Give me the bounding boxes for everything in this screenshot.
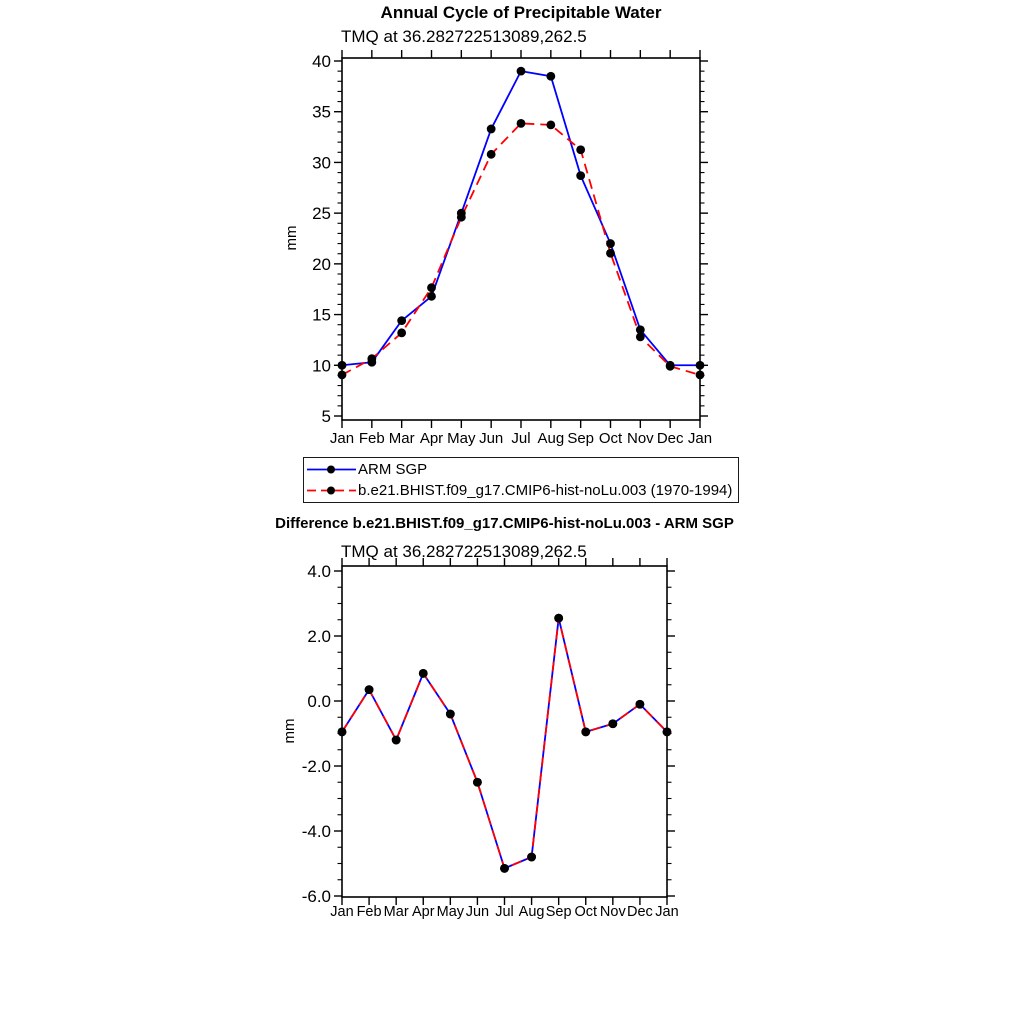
- series-line-0: [342, 618, 667, 868]
- month-label: Mar: [388, 430, 415, 447]
- data-point: [554, 614, 563, 623]
- month-label: May: [447, 430, 476, 447]
- month-label: Sep: [545, 904, 572, 920]
- legend-marker-dot: [327, 487, 335, 495]
- data-point: [696, 371, 705, 380]
- data-point: [500, 864, 509, 873]
- data-point: [419, 669, 428, 678]
- data-point: [473, 778, 482, 787]
- axis-box: [342, 58, 700, 420]
- y-tick-label: 0.0: [307, 692, 331, 711]
- month-label: Jan: [655, 904, 679, 920]
- month-label: Jan: [329, 430, 355, 447]
- month-label: Sep: [567, 430, 595, 447]
- month-label: Nov: [626, 430, 654, 447]
- data-point: [576, 145, 585, 154]
- chart2-subtitle: TMQ at 36.282722513089,262.5: [341, 542, 587, 561]
- legend-marker-dot: [327, 466, 335, 474]
- month-label: Mar: [383, 904, 409, 920]
- month-label: Jan: [687, 430, 713, 447]
- data-point: [397, 328, 406, 337]
- data-point: [606, 239, 615, 248]
- y-tick-label: 40: [312, 52, 331, 71]
- data-point: [636, 700, 645, 709]
- y-tick-label: 2.0: [307, 627, 331, 646]
- data-point: [517, 67, 526, 76]
- month-label: Jul: [495, 904, 514, 920]
- data-point: [397, 316, 406, 325]
- data-point: [696, 361, 705, 370]
- month-label: May: [436, 904, 465, 920]
- series-line-0: [342, 71, 700, 365]
- month-label: Apr: [419, 430, 444, 447]
- y-tick-label: -2.0: [301, 757, 331, 776]
- data-point: [666, 362, 675, 371]
- data-point: [636, 332, 645, 341]
- chart1-title: Annual Cycle of Precipitable Water: [380, 3, 662, 22]
- month-label: Jun: [479, 430, 504, 447]
- month-label: Aug: [537, 430, 565, 447]
- y-tick-label: 20: [312, 254, 331, 274]
- y-tick-label: -6.0: [301, 887, 331, 906]
- chart1-subtitle: TMQ at 36.282722513089,262.5: [341, 27, 587, 46]
- legend-label-arm-sgp: ARM SGP: [358, 461, 428, 478]
- y-tick-label: 35: [312, 102, 331, 122]
- data-point: [517, 119, 526, 128]
- legend-dashed-line-icon: [304, 480, 358, 501]
- y-axis-label: mm: [283, 225, 300, 251]
- legend-label-model: b.e21.BHIST.f09_g17.CMIP6-hist-noLu.003 (1970-1994): [358, 482, 733, 499]
- y-tick-label: 10: [312, 356, 331, 376]
- chart1-legend: [303, 457, 739, 503]
- data-point: [606, 249, 615, 258]
- data-point: [487, 125, 496, 134]
- data-point: [392, 736, 401, 745]
- month-label: Jun: [465, 904, 490, 920]
- data-point: [546, 72, 555, 81]
- data-point: [338, 371, 347, 380]
- y-tick-label: 15: [312, 305, 331, 325]
- data-point: [576, 171, 585, 180]
- data-point: [427, 283, 436, 292]
- month-label: Feb: [356, 904, 382, 920]
- month-label: Jan: [330, 904, 354, 920]
- y-axis-label: mm: [281, 718, 298, 744]
- data-point: [367, 354, 376, 363]
- chart2-title: Difference b.e21.BHIST.f09_g17.CMIP6-hist-noLu.003 - ARM SGP: [275, 515, 734, 532]
- data-point: [546, 121, 555, 130]
- y-tick-label: 4.0: [307, 562, 331, 581]
- month-label: Oct: [574, 904, 598, 920]
- data-point: [457, 213, 466, 222]
- month-label: Nov: [599, 904, 626, 920]
- data-point: [487, 150, 496, 159]
- y-tick-label: 5: [321, 407, 331, 426]
- y-tick-label: -4.0: [301, 822, 331, 841]
- data-point: [663, 727, 672, 736]
- legend-item-arm-sgp: [304, 459, 738, 480]
- month-label: Aug: [518, 904, 545, 920]
- y-tick-label: 25: [312, 204, 331, 224]
- month-label: Oct: [598, 430, 623, 447]
- month-label: Feb: [358, 430, 385, 447]
- month-label: Dec: [656, 430, 684, 447]
- month-label: Apr: [411, 904, 435, 920]
- data-point: [427, 292, 436, 301]
- legend-item-model: [304, 480, 738, 501]
- data-point: [608, 719, 617, 728]
- data-point: [365, 685, 374, 694]
- month-label: Jul: [511, 430, 531, 447]
- y-tick-label: 30: [312, 153, 331, 173]
- series-line-1: [342, 618, 667, 868]
- month-label: Dec: [627, 904, 653, 920]
- data-point: [338, 361, 347, 370]
- data-point: [338, 727, 347, 736]
- data-point: [581, 727, 590, 736]
- data-point: [527, 853, 536, 862]
- legend-solid-line-icon: [304, 459, 358, 480]
- data-point: [446, 710, 455, 719]
